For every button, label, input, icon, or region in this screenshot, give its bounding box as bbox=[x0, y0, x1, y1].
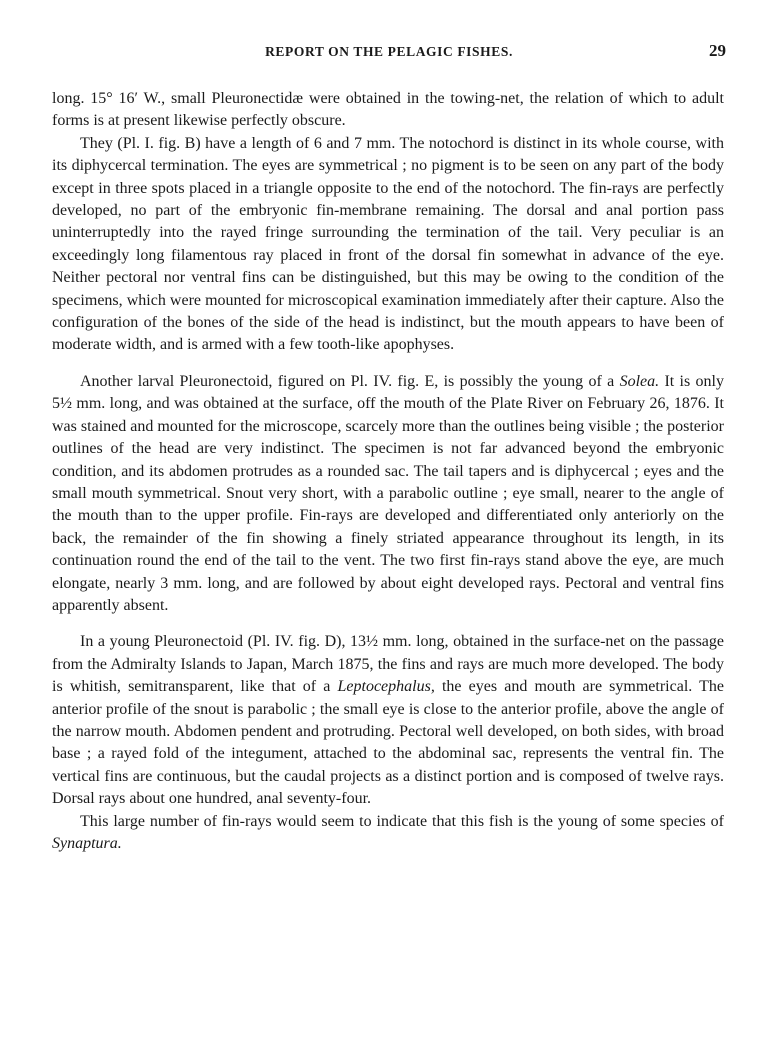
taxon-leptocephalus: Leptocephalus, bbox=[337, 678, 435, 696]
taxon-synaptura: Synaptura. bbox=[52, 835, 122, 852]
paragraph-solea bbox=[52, 371, 724, 617]
paragraph-solea-text-a: Another larval Pleuronectoid, figured on Pl. IV. fig. E, is possibly the young of a bbox=[80, 372, 620, 390]
paragraph-pl1-figb: They (Pl. I. fig. B) have a length of 6 and 7 mm. The notochord is distinct in its whole course, with its diphycercal termination. The eyes are symmetrical ; no pigment is to be seen on any part of the body except in three spots placed in a triangle opposite to the end of the notochord. The fin-rays are perfectly developed, no part of the embryonic fin-membrane remaining. The dorsal and anal portion pass uninterruptedly into the rayed fringe surrounding the termination of the tail. Very peculiar is an exceedingly long filamentous ray placed in front of the dorsal fin somewhat in advance of the eye. Neither pectoral nor ventral fins can be distinguished, but this may be owing to the condition of the specimens, which were mounted for microscopical examination immediately after their capture. Also the configuration of the bones of the side of the head is indistinct, but the mouth appears to have been of moderate width, and is armed with a few tooth-like apophyses. bbox=[52, 134, 724, 354]
body-text bbox=[52, 88, 724, 855]
paragraph-synaptura-text-a: This large number of fin-rays would seem to indicate that this fish is the young of some species of bbox=[80, 812, 724, 830]
paragraph-leptocephalus-text-a: In a young Pleuronectoid (Pl. IV. fig. D), 13½ mm. long, obtained in the surface-net on the passage from the Admiralty Islands to Japan, March 1875, the fins and rays are much more developed. The body is whitish, semitransparent, like that of a bbox=[52, 633, 724, 696]
running-head bbox=[52, 41, 726, 68]
paragraph-leptocephalus bbox=[52, 631, 724, 810]
page-number: 29 bbox=[709, 41, 726, 60]
paragraph-synaptura bbox=[52, 811, 724, 856]
running-title: REPORT ON THE PELAGIC FISHES. bbox=[265, 44, 513, 59]
paragraph-leptocephalus-text-b: the eyes and mouth are symmetrical. The anterior profile of the snout is parabolic ; the small eye is close to the anterior profile, above the angle of the narrow mouth. Abdomen pendent and protruding. Pectoral well developed, on both sides, with broad base ; a rayed fold of the integument, attached to the abdominal sac, represents the ventral fin. The vertical fins are continuous, but the caudal projects as a distinct portion and is composed of twelve rays. Dorsal rays about one hundred, anal seventy-four. bbox=[52, 678, 725, 808]
taxon-solea: Solea. bbox=[619, 372, 660, 390]
paragraph-solea-text-b: It is only 5½ mm. long, and was obtained at the surface, off the mouth of the Plate River on February 26, 1876. It was stained and mounted for the microscope, scarcely more than the outlines being visible ; the posterior outlines of the head are very indistinct. The specimen is not far advanced beyond the embryonic condition, and its abdomen protrudes as a rounded sac. The tail tapers and is diphycercal ; eyes and the small mouth symmetrical. Snout very short, with a parabolic outline ; eye small, nearer to the angle of the mouth than to the upper profile. Fin-rays are developed and differentiated only anteriorly on the back, the remainder of the fin showing a finely striated appearance throughout its length, in its continuation round the end of the tail to the vent. The two first fin-rays stand above the eye, are much elongate, nearly 3 mm. long, and are followed by about eight developed rays. Pectoral and ventral fins apparently absent. bbox=[52, 372, 725, 614]
paragraph-continuation: long. 15° 16′ W., small Pleuronectidæ were obtained in the towing-net, the relation of which to adult forms is at present likewise perfectly obscure. bbox=[52, 90, 724, 130]
